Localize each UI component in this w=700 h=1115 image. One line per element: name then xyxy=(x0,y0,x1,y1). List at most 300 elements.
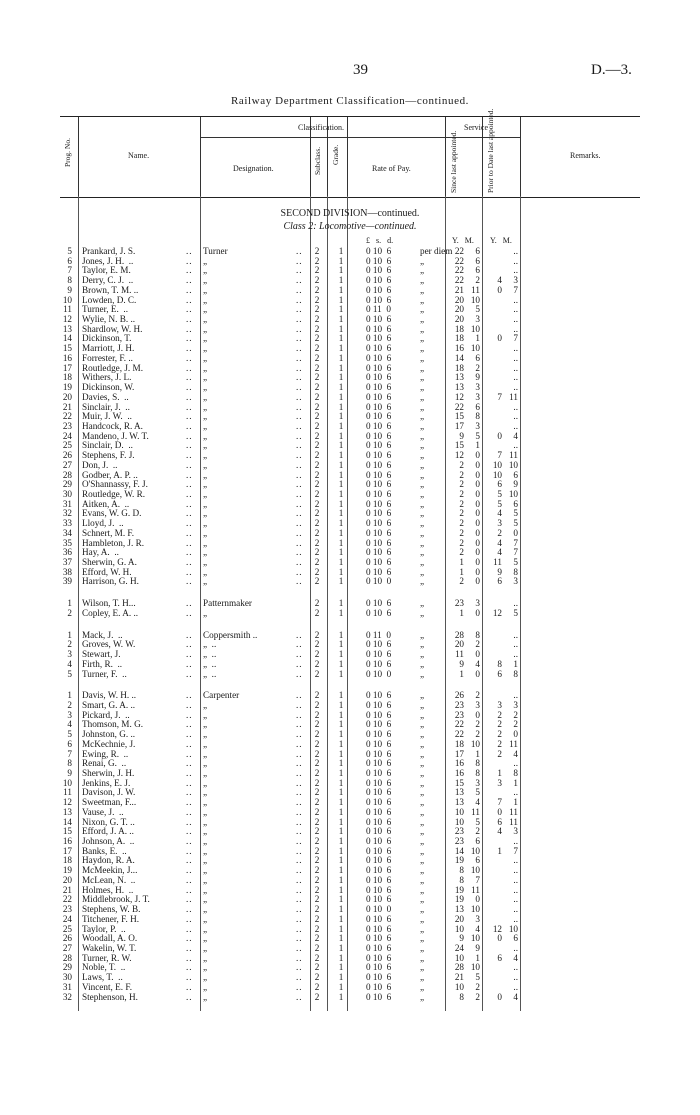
since-years-cell: 2 xyxy=(459,508,464,519)
designation-cell: „ xyxy=(203,304,208,315)
prog-no-cell: 4 xyxy=(67,658,72,669)
name-cell: Jenkins, E. J. xyxy=(82,777,131,788)
prog-no-cell: 3 xyxy=(67,709,72,720)
designation-cell: „ xyxy=(203,942,208,953)
leader-dots: .. xyxy=(186,884,193,895)
table-row xyxy=(0,992,700,1002)
since-years-cell: 20 xyxy=(454,639,464,650)
pay-unit-cell: „ xyxy=(420,294,425,305)
since-months-cell: 2 xyxy=(475,719,480,730)
pay-unit-cell: „ xyxy=(420,547,425,558)
table-row xyxy=(0,904,700,914)
prog-no-cell: 23 xyxy=(62,904,72,915)
prog-no-cell: 20 xyxy=(62,391,72,402)
since-months-cell: 2 xyxy=(475,690,480,701)
table-row xyxy=(0,710,700,720)
prior-months-cell: .. xyxy=(513,962,518,973)
prior-years-cell: 5 xyxy=(497,489,502,499)
subclass-cell: 2 xyxy=(314,284,320,295)
header-rule xyxy=(200,137,520,138)
pay-unit-cell: „ xyxy=(420,352,425,363)
leader-dots: .. xyxy=(186,598,193,609)
leader-dots: .. xyxy=(186,382,193,393)
since-years-cell: 16 xyxy=(454,768,464,778)
leader-dots: .. xyxy=(296,658,303,669)
grade-cell: 1 xyxy=(338,459,344,470)
since-months-cell: 3 xyxy=(475,382,480,393)
pay-unit-cell: „ xyxy=(420,284,425,295)
rate-of-pay-cell: 0 11 0 xyxy=(366,629,391,640)
pay-unit-cell: „ xyxy=(420,430,425,441)
name-cell: Forrester, F. .. xyxy=(82,352,133,363)
subclass-cell: 2 xyxy=(314,933,320,944)
leader-dots: .. xyxy=(296,855,303,866)
grade-cell: 1 xyxy=(338,430,344,441)
pay-unit-cell: „ xyxy=(420,343,425,354)
prog-no-cell: 27 xyxy=(62,942,72,953)
prog-no-cell: 10 xyxy=(62,294,72,305)
since-years-cell: 13 xyxy=(454,904,464,915)
designation-cell: „ xyxy=(203,913,208,924)
prior-years-cell: 2 xyxy=(497,729,502,740)
subclass-cell: 2 xyxy=(314,598,320,609)
designation-cell: „ xyxy=(203,991,208,1002)
since-years-cell: 23 xyxy=(454,709,464,720)
rate-of-pay-cell: 0 11 0 xyxy=(366,304,391,315)
prog-no-cell: 3 xyxy=(67,649,72,660)
prior-months-cell: 4 xyxy=(513,430,518,441)
designation-cell: „ xyxy=(203,459,208,470)
prog-no-cell: 25 xyxy=(62,440,72,451)
prog-no-cell: 23 xyxy=(62,420,72,431)
subclass-cell: 2 xyxy=(314,333,320,344)
subclass-cell: 2 xyxy=(314,981,320,992)
designation-cell: „ xyxy=(203,343,208,354)
grade-cell: 1 xyxy=(338,758,344,769)
prog-no-cell: 14 xyxy=(62,333,72,344)
designation-cell: „ xyxy=(203,401,208,412)
table-row xyxy=(0,953,700,963)
leader-dots: .. xyxy=(296,874,303,885)
col-prior-to-date: Prior to Date last appointed. xyxy=(486,108,495,193)
subclass-cell: 2 xyxy=(314,729,320,740)
designation-cell: Carpenter xyxy=(203,690,240,701)
since-years-cell: 2 xyxy=(459,459,464,470)
subclass-cell: 2 xyxy=(314,768,320,778)
grade-cell: 1 xyxy=(338,557,344,568)
subclass-cell: 2 xyxy=(314,489,320,499)
leader-dots: .. xyxy=(186,343,193,354)
pay-unit-cell: „ xyxy=(420,748,425,759)
name-cell: Holmes, H. .. xyxy=(82,884,134,895)
grade-cell: 1 xyxy=(338,372,344,383)
since-months-cell: 0 xyxy=(475,498,480,509)
grade-cell: 1 xyxy=(338,323,344,334)
name-cell: Renai, G. .. xyxy=(82,758,127,769)
since-years-cell: 13 xyxy=(454,372,464,383)
subclass-cell: 2 xyxy=(314,430,320,441)
subclass-cell: 2 xyxy=(314,314,320,325)
leader-dots: .. xyxy=(186,440,193,451)
name-cell: Sherwin, J. H. xyxy=(82,768,135,778)
rate-of-pay-cell: 0 10 0 xyxy=(366,576,392,587)
designation-cell: „ .. xyxy=(203,639,217,650)
designation-cell: Patternmaker xyxy=(203,598,252,609)
rate-of-pay-cell: 0 10 6 xyxy=(366,768,392,778)
rate-of-pay-cell: 0 10 6 xyxy=(366,729,392,740)
leader-dots: .. xyxy=(296,690,303,701)
since-years-cell: 10 xyxy=(454,816,464,827)
subclass-cell: 2 xyxy=(314,777,320,788)
pay-unit-cell: „ xyxy=(420,537,425,548)
subclass-cell: 2 xyxy=(314,894,320,905)
leader-dots: .. xyxy=(186,865,193,876)
subclass-cell: 2 xyxy=(314,923,320,934)
prog-no-cell: 9 xyxy=(67,284,72,295)
leader-dots: .. xyxy=(186,668,193,679)
grade-cell: 1 xyxy=(338,806,344,817)
prior-years-cell: 5 xyxy=(497,498,502,509)
grade-cell: 1 xyxy=(338,884,344,895)
since-years-cell: 20 xyxy=(454,294,464,305)
leader-dots: .. xyxy=(186,294,193,305)
name-cell: Stephens, W. B. xyxy=(82,904,141,915)
table-row xyxy=(0,499,700,509)
prog-no-cell: 21 xyxy=(62,884,72,895)
rate-of-pay-cell: 0 10 6 xyxy=(366,748,392,759)
leader-dots: .. xyxy=(296,411,303,422)
since-months-cell: 8 xyxy=(475,768,480,778)
since-years-cell: 19 xyxy=(454,884,464,895)
grade-cell: 1 xyxy=(338,304,344,315)
leader-dots: .. xyxy=(186,768,193,778)
since-years-cell: 13 xyxy=(454,797,464,808)
leader-dots: .. xyxy=(296,265,303,276)
table-row xyxy=(0,719,700,729)
header-divider xyxy=(520,117,521,197)
leader-dots: .. xyxy=(186,690,193,701)
since-months-cell: 10 xyxy=(470,845,480,856)
leader-dots: .. xyxy=(296,797,303,808)
name-cell: Davison, J. W. xyxy=(82,787,136,798)
leader-dots: .. xyxy=(186,323,193,334)
header-divider xyxy=(347,117,348,197)
prog-no-cell: 37 xyxy=(62,557,72,568)
grade-cell: 1 xyxy=(338,787,344,798)
rate-of-pay-cell: 0 10 6 xyxy=(366,913,392,924)
name-cell: Groves, W. W. xyxy=(82,639,136,650)
since-months-cell: 3 xyxy=(475,420,480,431)
since-months-cell: 11 xyxy=(471,806,480,817)
page-number: 39 xyxy=(353,62,368,78)
subclass-cell: 2 xyxy=(314,962,320,973)
table-row xyxy=(0,528,700,538)
pay-unit-cell: „ xyxy=(420,527,425,538)
table-row xyxy=(0,440,700,450)
since-months-cell: 5 xyxy=(475,972,480,983)
subclass-cell: 2 xyxy=(314,246,320,256)
leader-dots: .. xyxy=(296,981,303,992)
leader-dots: .. xyxy=(296,343,303,354)
rate-of-pay-cell: 0 10 6 xyxy=(366,362,392,373)
subclass-cell: 2 xyxy=(314,836,320,847)
name-cell: Dickinson, T. xyxy=(82,333,132,344)
prior-months-cell: .. xyxy=(513,855,518,866)
subclass-cell: 2 xyxy=(314,797,320,808)
subclass-cell: 2 xyxy=(314,362,320,373)
leader-dots: .. xyxy=(296,469,303,480)
since-years-cell: 2 xyxy=(459,576,464,587)
leader-dots: .. xyxy=(296,913,303,924)
prog-no-cell: 8 xyxy=(67,758,72,769)
grade-cell: 1 xyxy=(338,382,344,393)
name-cell: Copley, E. A. .. xyxy=(82,607,139,618)
designation-cell: „ xyxy=(203,469,208,480)
prior-months-cell: .. xyxy=(513,420,518,431)
prog-no-cell: 12 xyxy=(62,314,72,325)
leader-dots: .. xyxy=(296,489,303,499)
since-months-cell: 2 xyxy=(475,991,480,1002)
prog-no-cell: 15 xyxy=(62,826,72,837)
since-months-cell: 0 xyxy=(475,547,480,558)
grade-cell: 1 xyxy=(338,576,344,587)
subclass-cell: 2 xyxy=(314,508,320,519)
table-row xyxy=(0,875,700,885)
since-months-cell: 4 xyxy=(475,923,480,934)
pay-unit-cell: „ xyxy=(420,738,425,749)
leader-dots: .. xyxy=(296,294,303,305)
leader-dots: .. xyxy=(186,845,193,856)
designation-cell: „ xyxy=(203,382,208,393)
leader-dots: .. xyxy=(186,304,193,315)
name-cell: Wylie, N. B. .. xyxy=(82,314,136,325)
name-cell: McKechnie, J. xyxy=(82,738,136,749)
name-cell: Johnston, G. .. xyxy=(82,729,136,740)
prior-months-cell: 7 xyxy=(513,547,518,558)
prog-no-cell: 18 xyxy=(62,372,72,383)
grade-cell: 1 xyxy=(338,498,344,509)
name-cell: Muir, J. W. .. xyxy=(82,411,132,422)
prior-years-cell: 10 xyxy=(492,459,502,470)
table-row xyxy=(0,343,700,353)
since-months-cell: 5 xyxy=(475,787,480,798)
since-months-cell: 0 xyxy=(475,557,480,568)
pay-unit-cell: „ xyxy=(420,690,425,701)
prog-no-cell: 27 xyxy=(62,459,72,470)
name-cell: Taylor, P. .. xyxy=(82,923,126,934)
leader-dots: .. xyxy=(296,884,303,895)
prog-no-cell: 11 xyxy=(63,787,72,798)
header-divider xyxy=(200,117,201,197)
prior-months-cell: .. xyxy=(513,894,518,905)
prior-years-cell: 2 xyxy=(497,738,502,749)
pay-unit-cell: „ xyxy=(420,884,425,895)
prior-years-cell: 3 xyxy=(497,777,502,788)
prior-years-cell: 2 xyxy=(497,719,502,730)
designation-cell: „ xyxy=(203,777,208,788)
table-row xyxy=(0,275,700,285)
since-years-cell: 21 xyxy=(454,972,464,983)
prior-months-cell: 0 xyxy=(513,729,518,740)
subclass-cell: 2 xyxy=(314,699,320,710)
name-cell: Derry, C. J. .. xyxy=(82,275,134,286)
prog-no-cell: 25 xyxy=(62,923,72,934)
name-cell: Mandeno, J. W. T. xyxy=(82,430,149,441)
subclass-cell: 2 xyxy=(314,420,320,431)
prior-months-cell: 11 xyxy=(509,816,518,827)
leader-dots: .. xyxy=(296,518,303,529)
name-cell: Ewing, R. .. xyxy=(82,748,129,759)
since-years-cell: 22 xyxy=(454,719,464,730)
leader-dots: .. xyxy=(186,275,193,286)
prior-months-cell: 3 xyxy=(513,275,518,286)
leader-dots: .. xyxy=(186,923,193,934)
rate-of-pay-cell: 0 10 6 xyxy=(366,498,392,509)
designation-cell: „ xyxy=(203,923,208,934)
leader-dots: .. xyxy=(186,933,193,944)
pay-unit-cell: „ xyxy=(420,255,425,266)
designation-cell: „ xyxy=(203,265,208,276)
prior-months-cell: .. xyxy=(513,874,518,885)
designation-cell: „ xyxy=(203,372,208,383)
grade-cell: 1 xyxy=(338,420,344,431)
designation-cell: „ xyxy=(203,333,208,344)
subclass-cell: 2 xyxy=(314,343,320,354)
grade-cell: 1 xyxy=(338,362,344,373)
prog-no-cell: 5 xyxy=(67,668,72,679)
subclass-cell: 2 xyxy=(314,748,320,759)
since-months-cell: 1 xyxy=(475,333,480,344)
prior-months-cell: 10 xyxy=(508,459,518,470)
pay-unit-cell: „ xyxy=(420,952,425,963)
pay-unit-cell: „ xyxy=(420,401,425,412)
since-years-cell: 22 xyxy=(454,401,464,412)
grade-cell: 1 xyxy=(338,450,344,461)
prog-no-cell: 16 xyxy=(62,836,72,847)
designation-cell: „ xyxy=(203,430,208,441)
col-service: Service xyxy=(464,123,488,132)
table-row xyxy=(0,690,700,700)
table-row xyxy=(0,557,700,567)
table-row xyxy=(0,817,700,827)
subclass-cell: 2 xyxy=(314,459,320,470)
prior-months-cell: 11 xyxy=(509,450,518,461)
pay-unit-cell: „ xyxy=(420,658,425,669)
subclass-cell: 2 xyxy=(314,942,320,953)
leader-dots: .. xyxy=(296,777,303,788)
grade-cell: 1 xyxy=(338,738,344,749)
name-cell: Turner, F. .. xyxy=(82,668,127,679)
leader-dots: .. xyxy=(296,537,303,548)
prog-no-cell: 34 xyxy=(62,527,72,538)
leader-dots: .. xyxy=(296,738,303,749)
pay-unit-cell: „ xyxy=(420,411,425,422)
pay-unit-cell: per diem xyxy=(420,246,453,256)
leader-dots: .. xyxy=(296,450,303,461)
table-row xyxy=(0,855,700,865)
prior-years-cell: 2 xyxy=(497,709,502,720)
subclass-cell: 2 xyxy=(314,498,320,509)
designation-cell: „ .. xyxy=(203,668,217,679)
designation-cell: „ .. xyxy=(203,649,217,660)
prog-no-cell: 30 xyxy=(62,972,72,983)
grade-cell: 1 xyxy=(338,265,344,276)
leader-dots: .. xyxy=(186,508,193,519)
since-years-cell: 23 xyxy=(454,836,464,847)
leader-dots: .. xyxy=(186,629,193,640)
table-row xyxy=(0,982,700,992)
table-row xyxy=(0,489,700,499)
section-subtitle: Class 2: Locomotive—continued. xyxy=(283,221,417,232)
since-months-cell: 4 xyxy=(475,658,480,669)
since-months-cell: 7 xyxy=(475,874,480,885)
name-cell: Sherwin, G. A. xyxy=(82,557,137,568)
rate-of-pay-cell: 0 10 6 xyxy=(366,874,392,885)
rate-of-pay-cell: 0 10 6 xyxy=(366,508,392,519)
leader-dots: .. xyxy=(186,962,193,973)
since-months-cell: 8 xyxy=(475,629,480,640)
leader-dots: .. xyxy=(186,479,193,490)
since-months-cell: 0 xyxy=(475,709,480,720)
table-row xyxy=(0,246,700,256)
leader-dots: .. xyxy=(186,816,193,827)
name-cell: Stephenson, H. xyxy=(82,991,138,1002)
col-name: Name. xyxy=(128,151,150,160)
rate-of-pay-cell: 0 10 6 xyxy=(366,479,392,490)
since-years-cell: 11 xyxy=(455,649,464,660)
pay-unit-cell: „ xyxy=(420,518,425,529)
name-cell: Woodall, A. O. xyxy=(82,933,138,944)
pay-unit-cell: „ xyxy=(420,382,425,393)
leader-dots: .. xyxy=(186,748,193,759)
rate-of-pay-cell: 0 10 6 xyxy=(366,933,392,944)
prior-months-cell: .. xyxy=(513,440,518,451)
since-years-cell: 19 xyxy=(454,855,464,866)
prior-months-cell: .. xyxy=(513,265,518,276)
leader-dots: .. xyxy=(296,719,303,730)
leader-dots: .. xyxy=(186,498,193,509)
name-cell: Efford, W. H. xyxy=(82,566,132,577)
since-months-cell: 11 xyxy=(471,884,480,895)
pay-unit-cell: „ xyxy=(420,333,425,344)
leader-dots: .. xyxy=(296,991,303,1002)
since-months-cell: 5 xyxy=(475,816,480,827)
leader-dots: .. xyxy=(296,323,303,334)
since-years-cell: 20 xyxy=(454,913,464,924)
since-months-cell: 0 xyxy=(475,479,480,490)
leader-dots: .. xyxy=(296,668,303,679)
grade-cell: 1 xyxy=(338,598,344,609)
leader-dots: .. xyxy=(296,508,303,519)
subclass-cell: 2 xyxy=(314,294,320,305)
leader-dots: .. xyxy=(186,913,193,924)
prior-months-cell: 4 xyxy=(513,748,518,759)
subclass-cell: 2 xyxy=(314,352,320,363)
prior-months-cell: .. xyxy=(513,401,518,412)
header-divider xyxy=(445,117,446,197)
leader-dots: .. xyxy=(296,816,303,827)
since-months-cell: 1 xyxy=(475,440,480,451)
name-cell: Jones, J. H. .. xyxy=(82,255,134,266)
rate-of-pay-cell: 0 10 6 xyxy=(366,845,392,856)
pay-unit-cell: „ xyxy=(420,816,425,827)
prog-no-cell: 2 xyxy=(67,607,72,618)
table-row xyxy=(0,285,700,295)
subclass-cell: 2 xyxy=(314,411,320,422)
table-row xyxy=(0,669,700,679)
prior-months-cell: 6 xyxy=(513,469,518,480)
prog-no-cell: 7 xyxy=(67,748,72,759)
